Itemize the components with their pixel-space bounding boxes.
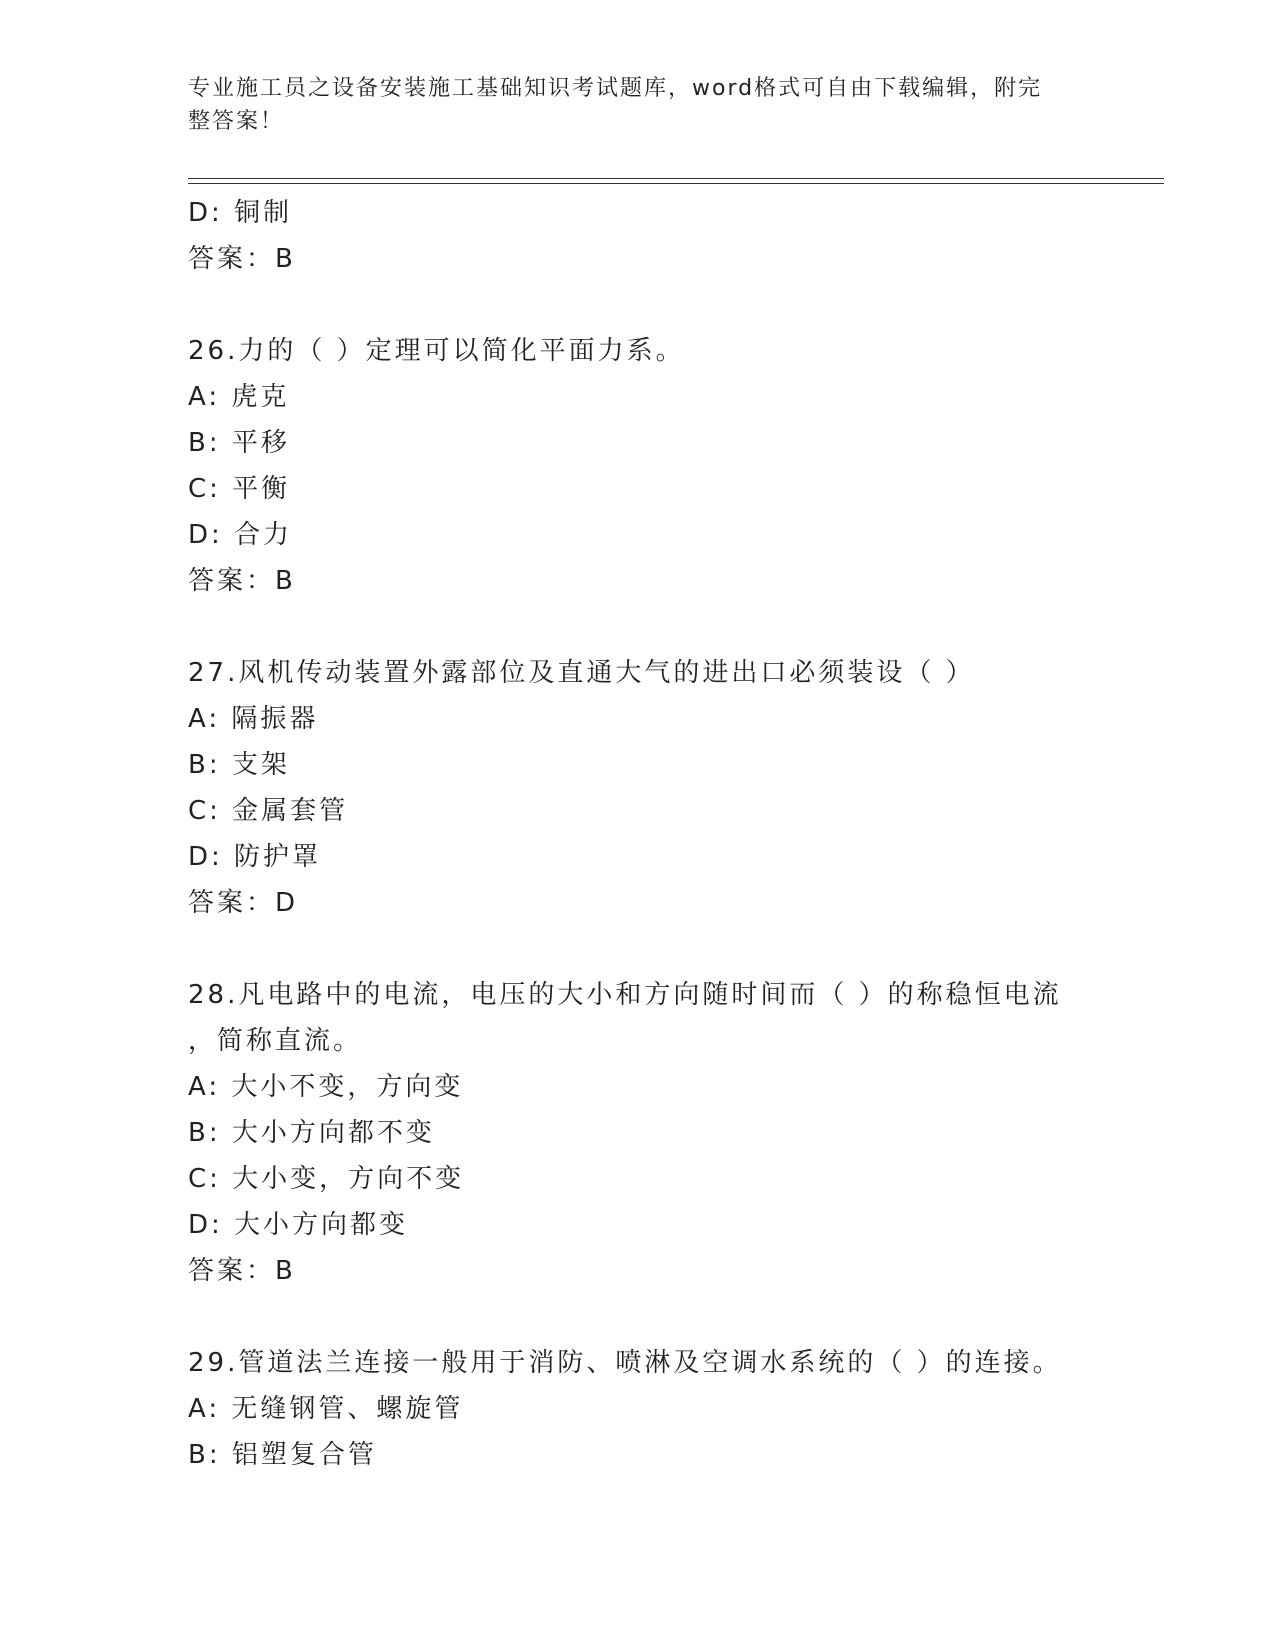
- document-header: [188, 72, 1088, 138]
- question-28: [188, 972, 1148, 1294]
- header-line-1: 专业施工员之设备安装施工基础知识考试题库，word格式可自由下载编辑，附完: [188, 76, 1043, 101]
- option-b: B: 大小方向都不变: [188, 1118, 435, 1148]
- question-stem: 27.风机传动装置外露部位及直通大气的进出口必须装设（ ）: [188, 658, 975, 688]
- option-b: B: 支架: [188, 750, 290, 780]
- answer-text: 答案：B: [188, 244, 296, 274]
- spacer: [188, 926, 1148, 972]
- previous-question-tail: [188, 190, 1148, 282]
- option-d: D: 大小方向都变: [188, 1210, 409, 1240]
- question-27: [188, 650, 1148, 926]
- question-stem: 26.力的（ ）定理可以简化平面力系。: [188, 336, 685, 366]
- option-a: A: 隔振器: [188, 704, 319, 734]
- answer-text: 答案：B: [188, 1256, 296, 1286]
- question-29: [188, 1340, 1148, 1478]
- option-b: B: 平移: [188, 428, 290, 458]
- answer-text: 答案：D: [188, 888, 299, 918]
- option-a: A: 无缝钢管、螺旋管: [188, 1394, 464, 1424]
- question-stem: 29.管道法兰连接一般用于消防、喷淋及空调水系统的（ ）的连接。: [188, 1348, 1062, 1378]
- option-c: C: 大小变，方向不变: [188, 1164, 465, 1194]
- spacer: [188, 604, 1148, 650]
- question-stem-continued: ，简称直流。: [188, 1026, 363, 1056]
- answer-text: 答案：B: [188, 566, 296, 596]
- option-d: D: 合力: [188, 520, 293, 550]
- option-d: D: 铜制: [188, 198, 293, 228]
- header-line-2: 整答案！: [188, 109, 285, 134]
- option-d: D: 防护罩: [188, 842, 322, 872]
- option-c: C: 平衡: [188, 474, 291, 504]
- question-stem: 28.凡电路中的电流，电压的大小和方向随时间而（ ）的称稳恒电流: [188, 980, 1062, 1010]
- header-divider-bottom: [188, 183, 1164, 184]
- option-c: C: 金属套管: [188, 796, 349, 826]
- question-26: [188, 328, 1148, 604]
- header-divider-top: [188, 178, 1164, 179]
- question-list: [188, 190, 1148, 1478]
- option-b: B: 铝塑复合管: [188, 1440, 377, 1470]
- spacer: [188, 1294, 1148, 1340]
- option-a: A: 大小不变，方向变: [188, 1072, 464, 1102]
- spacer: [188, 282, 1148, 328]
- option-a: A: 虎克: [188, 382, 290, 412]
